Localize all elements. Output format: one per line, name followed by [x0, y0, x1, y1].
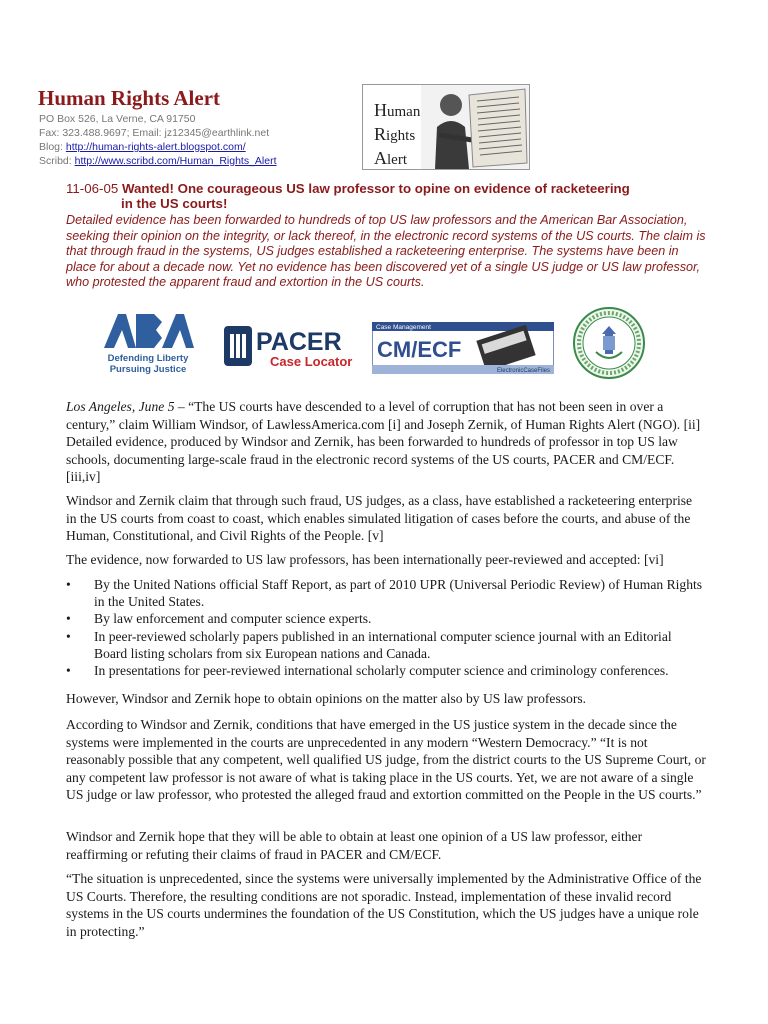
scribd-line — [39, 155, 277, 167]
paragraph-4: However, Windsor and Zernik hope to obtain opinions on the matter also by US law professors. — [66, 691, 587, 706]
logo-row — [0, 300, 768, 385]
pacer-subtitle: Case Locator — [270, 354, 353, 369]
pacer-logo — [222, 320, 362, 374]
evidence-list — [66, 576, 706, 679]
list-item: • In presentations for peer-reviewed international scholarly computer science and criminology conferences. — [66, 662, 706, 679]
aba-tagline-2: Pursuing Justice — [109, 364, 187, 375]
paragraph-1-text: “The US courts have descended to a level of corruption that has not been seen in over a century,” claim William Windsor, of LawlessAmerica.com [i] and Joseph Zernik, of Human Rights Alert (NGO). [ii] Detailed evidence, produced by Windsor and Zernik, has been forwarded to hundreds of professor in top US law schools, documenting large-scale fraud in the electronic record systems of the US courts, PACER and CM/ECF. [iii,iv] — [66, 399, 701, 485]
headline-title-line2: in the US courts! — [121, 196, 228, 211]
paragraph-2: Windsor and Zernik claim that through such fraud, US judges, as a class, have established a racketeering enterprise in the US courts from coast to coast, which enables simulated litigation of cases before the courts, and abuse of the Human, Constitutional, and Civil Rights of the People. [v] — [66, 493, 693, 544]
scribd-link[interactable]: http://www.scribd.com/Human_Rights_Alert — [74, 155, 277, 167]
list-item: • In peer-reviewed scholarly papers published in an international computer science journal with an Editorial Board listing scholars from six European nations and Canada. — [66, 628, 706, 662]
logo-line: Rights — [374, 124, 416, 144]
list-item: • By the United Nations official Staff Report, as part of 2010 UPR (Universal Periodic Review) of Human Rights in the United States. — [66, 576, 706, 610]
cmecf-title: CM/ECF — [377, 337, 462, 362]
paragraph-1 — [66, 398, 706, 486]
aba-logo — [100, 310, 196, 376]
paragraph-3: The evidence, now forwarded to US law professors, has been internationally peer-reviewed and accepted: [vi] — [66, 552, 664, 567]
org-title: Human Rights Alert — [38, 86, 221, 110]
court-seal-icon — [572, 306, 646, 380]
hra-logo-text — [374, 99, 420, 170]
cmecf-top-label: Case Management — [376, 324, 431, 331]
cmecf-bottom-label: ElectronicCaseFiles — [496, 368, 550, 374]
paragraph-7: “The situation is unprecedented, since the systems were universally implemented by the Administrative Office of the US Courts. Therefore, the resulting conditions are not sporadic. Instead, implementation of these invalid record systems in the US courts undermines the foundation of the US Constitution, which the US judges have a unique role in protecting.” — [66, 871, 702, 939]
list-item: • By law enforcement and computer science experts. — [66, 610, 706, 627]
blog-label: Blog: — [39, 141, 63, 153]
person-reading-document-image — [421, 85, 529, 169]
dateline: Los Angeles, June 5 – — [66, 399, 185, 414]
paragraph-6: Windsor and Zernik hope that they will be able to obtain at least one opinion of a US law professor, either reaffirming or refuting their claims of fraud in PACER and CM/ECF. — [66, 829, 643, 862]
pacer-title: PACER — [256, 328, 342, 356]
headline-date: 11-06-05 — [66, 181, 119, 196]
logo-line: Human — [374, 100, 421, 120]
cmecf-logo — [372, 322, 554, 374]
blog-line — [39, 141, 246, 153]
headline — [66, 181, 706, 211]
address-line: PO Box 526, La Verne, CA 91750 — [39, 113, 196, 125]
fax-email-line: Fax: 323.488.9697; Email: jz12345@earthlink.net — [39, 127, 270, 139]
logo-line: Alert — [374, 148, 407, 168]
blog-link[interactable]: http://human-rights-alert.blogspot.com/ — [65, 141, 246, 153]
scribd-label: Scribd: — [39, 155, 72, 167]
headline-title-line1: Wanted! One courageous US law professor to opine on evidence of racketeering — [121, 181, 630, 196]
hra-logo — [362, 84, 530, 170]
paragraph-5: According to Windsor and Zernik, conditions that have emerged in the US justice system in the decade since the systems were implemented in the courts are unprecedented in any modern “Western Democracy.” “It is not reasonably possible that any competent, well qualified US judge, from the district courts to the US Supreme Court, or any competent law professor is not aware of what is taking place in the US courts. Yet, we are not aware of a single US judge or law professor, who protested the alleged fraud and extortion committed on the People in the US courts.” — [66, 717, 706, 803]
summary-paragraph: Detailed evidence has been forwarded to hundreds of top US law professors and the American Bar Association, seeking their opinion on the integrity, or lack thereof, in the electronic record systems of the US courts. The claim is that through fraud in the systems, US judges established a racketeering enterprise. The systems have been in place for about a decade now. Yet no evidence has been discovered yet of a single US judge or US law professor, who protested the apparent fraud and extortion in the US courts. — [66, 213, 706, 290]
aba-tagline-1: Defending Liberty — [107, 353, 189, 364]
